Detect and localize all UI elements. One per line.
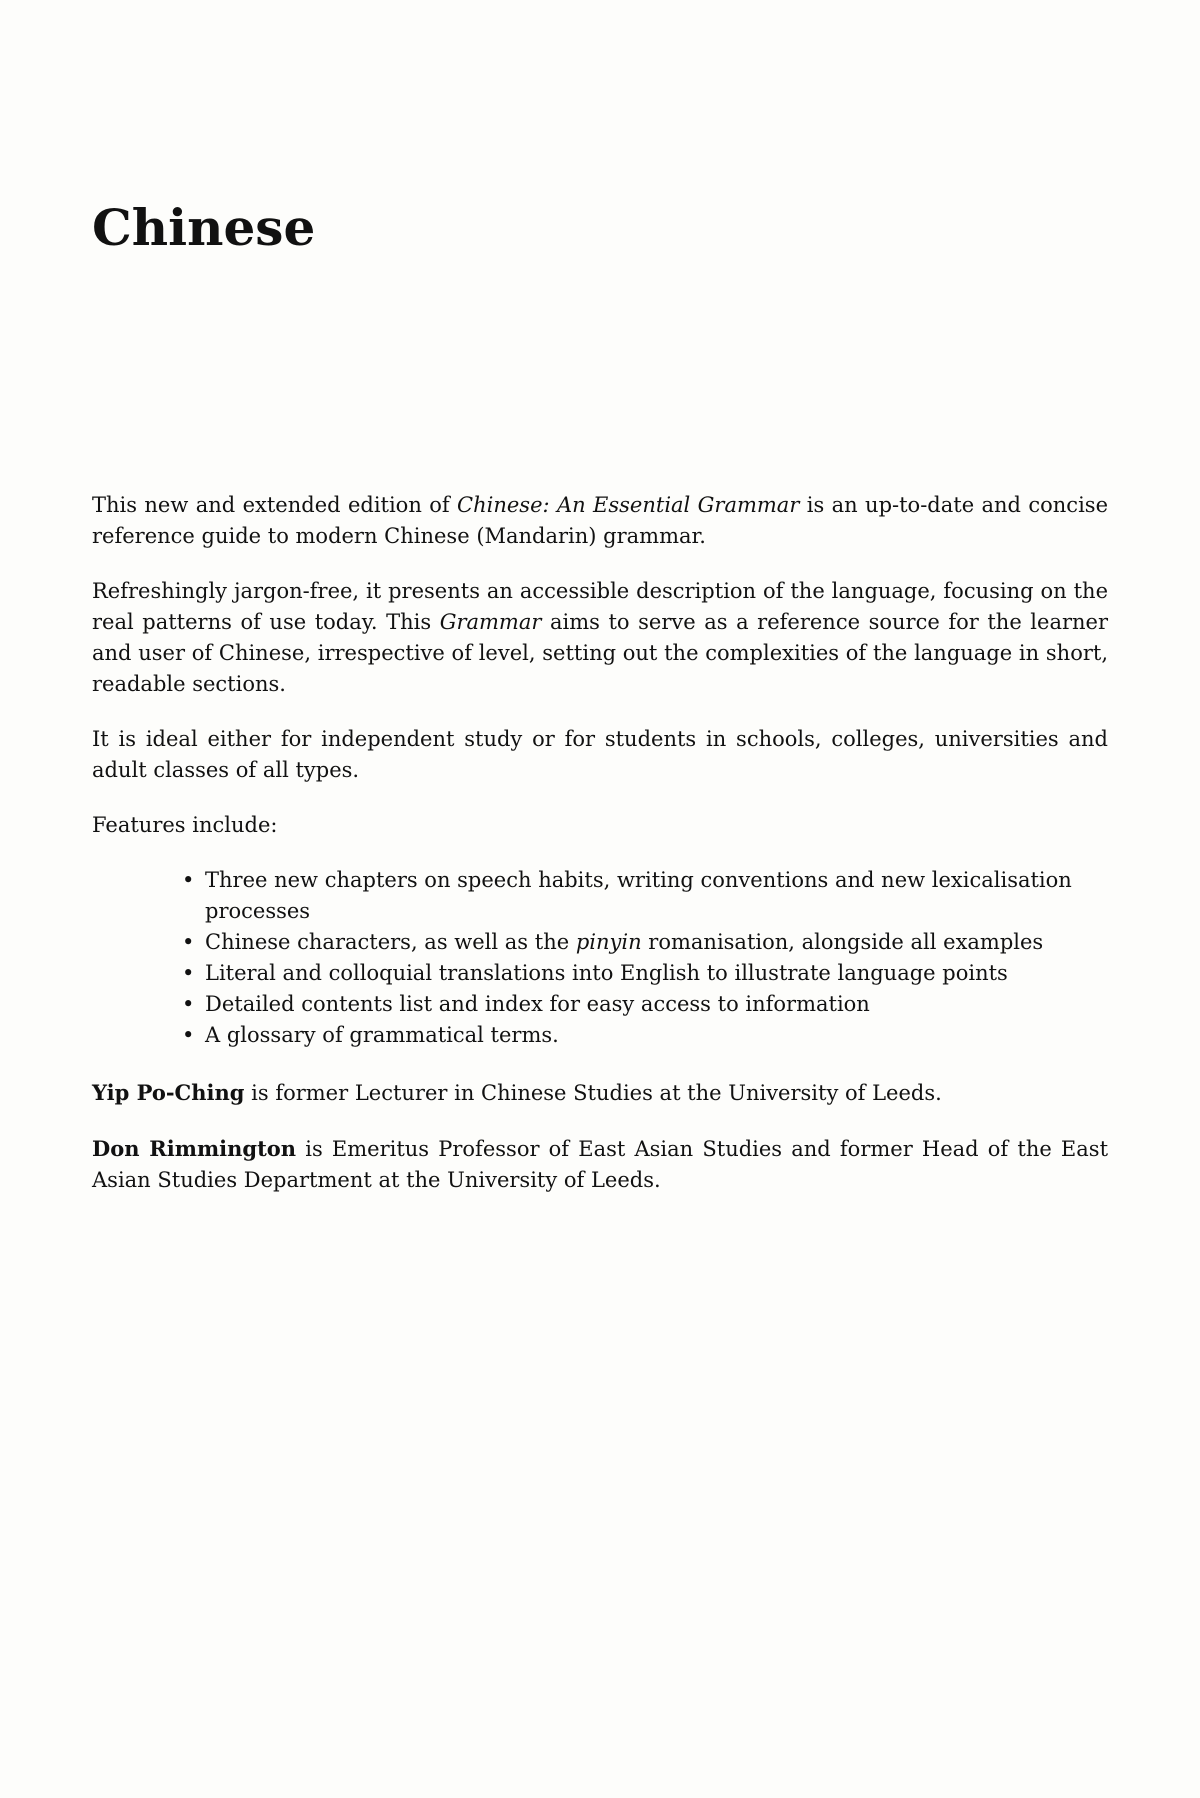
bullet-icon: • <box>182 868 195 892</box>
description-text-1: Refreshingly jargon-free, it presents an accessible description of the language, focusing on the real patterns of use today. This <box>92 579 1108 634</box>
list-item-text: Literal and colloquial translations into English to illustrate language points <box>205 961 1008 985</box>
list-item-text: Three new chapters on speech habits, writing conventions and new lexicalisation processes <box>205 868 1072 923</box>
list-item-text: Chinese characters, as well as the <box>205 930 576 954</box>
list-item-text: Detailed contents list and index for easy access to information <box>205 992 870 1016</box>
author-name: Don Rimmington <box>92 1136 297 1161</box>
bullet-icon: • <box>182 961 195 985</box>
features-list <box>92 865 1108 1051</box>
blurb-body <box>92 490 1108 1220</box>
list-item <box>182 989 1108 1020</box>
intro-book-title: Chinese: An Essential Grammar <box>457 493 800 517</box>
features-intro: Features include: <box>92 813 278 837</box>
bullet-icon: • <box>182 992 195 1016</box>
list-item <box>182 927 1108 958</box>
description-italic: Grammar <box>439 610 542 634</box>
intro-text-1: This new and extended edition of <box>92 493 458 517</box>
description-text-2: aims to serve as a reference source for the learner and user of Chinese, irrespective of level, setting out the complexities of the language in short, readable sections. <box>92 610 1109 696</box>
page-title: Chinese <box>92 198 316 257</box>
author-name: Yip Po-Ching <box>92 1080 245 1105</box>
list-item-italic: pinyin <box>575 930 642 954</box>
author-bio-text: is former Lecturer in Chinese Studies at the University of Leeds. <box>244 1081 942 1105</box>
list-item-text: A glossary of grammatical terms. <box>205 1023 559 1047</box>
author-bio-text: is Emeritus Professor of East Asian Studies and former Head of the East Asian Studies Department at the University of Leeds. <box>92 1137 1109 1192</box>
author-bio-1 <box>92 1077 1108 1109</box>
audience-paragraph: It is ideal either for independent study or for students in schools, colleges, universities and adult classes of all types. <box>92 727 1108 782</box>
intro-paragraph <box>92 490 1108 552</box>
description-paragraph <box>92 576 1108 700</box>
intro-text-2: is an up-to-date and concise reference guide to modern Chinese (Mandarin) grammar. <box>92 493 1108 548</box>
list-item <box>182 958 1108 989</box>
bullet-icon: • <box>182 930 195 954</box>
list-item-text-after: romanisation, alongside all examples <box>641 930 1044 954</box>
list-item <box>182 865 1108 927</box>
list-item <box>182 1020 1108 1051</box>
author-bio-2 <box>92 1133 1108 1196</box>
bullet-icon: • <box>182 1023 195 1047</box>
